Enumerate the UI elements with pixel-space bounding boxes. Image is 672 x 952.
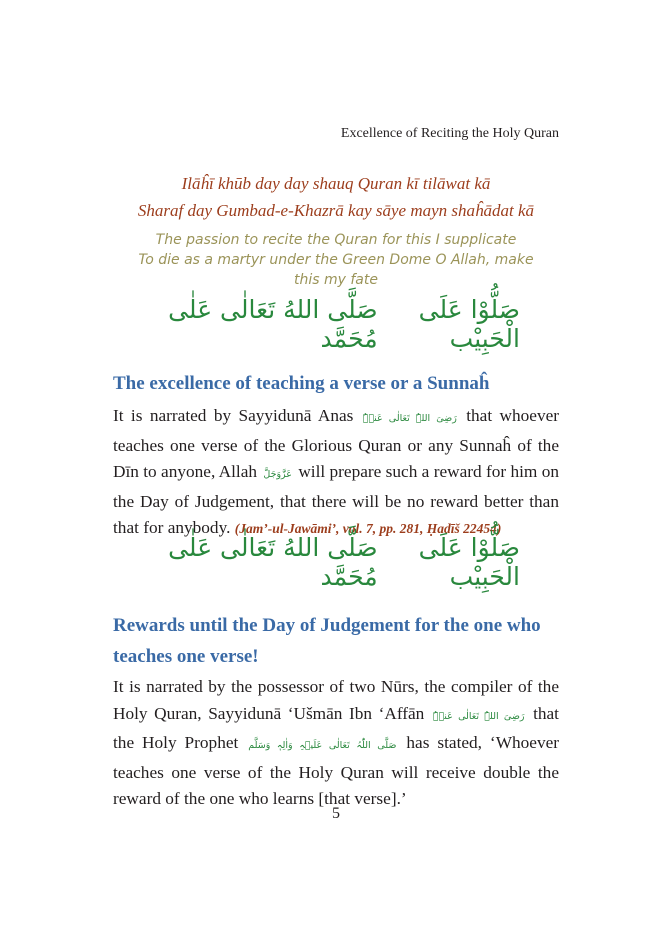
paragraph-text: It is narrated by the possessor of two Nūrs, the compiler of the Holy Quran, Sayyidunā ‘Ušmān Ibn ‘Affān xyxy=(113,677,559,723)
honorific: عَزَّوَجَلَّ xyxy=(263,469,292,480)
salat-ornament xyxy=(160,295,520,353)
translation-line-3: this my fate xyxy=(294,272,378,288)
salat-response: صَلَّى اللهُ تَعَالٰى عَلٰى مُحَمَّد xyxy=(168,533,378,591)
honorific: رَضِیَ اللہُ تَعَالٰی عَنۡہُ xyxy=(432,710,525,722)
paragraph-text: that whoever teaches one verse of the Glorious Quran or any Sunnaĥ of the Dīn to anyone, Allah xyxy=(113,406,560,481)
honorific: صَلَّی اللّٰہُ تَعَالٰی عَلَیۡہِ وَاٰلِہٖ وَسَلَّم xyxy=(248,740,397,751)
salat-response: صَلَّى اللهُ تَعَالٰى عَلٰى مُحَمَّد xyxy=(168,295,378,353)
salat-ornament xyxy=(160,533,520,591)
salat-call: صَلُّوْا عَلَى الْحَبِيْب xyxy=(418,533,520,591)
honorific: رَضِیَ اللہُ تَعَالٰی عَنۡہُ xyxy=(362,413,457,424)
poem-line-1: Ilāĥī khūb day day shauq Quran kī tilāwat kā xyxy=(181,174,491,193)
paragraph-text: will prepare such a reward for him on the Day of Judgement, that there will be no reward better than that for anybody. xyxy=(113,462,559,537)
section-paragraph xyxy=(113,403,559,543)
citation: (Jam’-ul-Jawāmi’, vol. 7, pp. 281, Ḥadīš 22454) xyxy=(234,521,502,536)
page-number: 5 xyxy=(332,805,340,822)
section-heading: The excellence of teaching a verse or a Sunnaĥ xyxy=(113,373,490,394)
translation-line-2: To die as a martyr under the Green Dome O Allah, make xyxy=(138,252,534,268)
poem-transliteration xyxy=(0,170,672,224)
running-header: Excellence of Reciting the Holy Quran xyxy=(340,126,559,141)
section-heading: Rewards until the Day of Judgement for the one who teaches one verse! xyxy=(113,615,541,667)
paragraph-text: has stated, ‘Whoever teaches one verse of the Holy Quran will receive double the reward of the one who learns [that verse].’ xyxy=(113,733,560,808)
translation-line-1: The passion to recite the Quran for this I supplicate xyxy=(155,232,517,248)
salat-call: صَلُّوْا عَلَى الْحَبِيْب xyxy=(418,295,520,353)
paragraph-text: It is narrated by Sayyidunā Anas xyxy=(113,406,354,425)
paragraph-text: that the Holy Prophet xyxy=(113,703,559,752)
section-paragraph xyxy=(113,674,559,813)
poem-translation xyxy=(0,230,672,290)
poem-line-2: Sharaf day Gumbad-e-Khazrā kay sāye mayn shaĥādat kā xyxy=(137,201,535,220)
